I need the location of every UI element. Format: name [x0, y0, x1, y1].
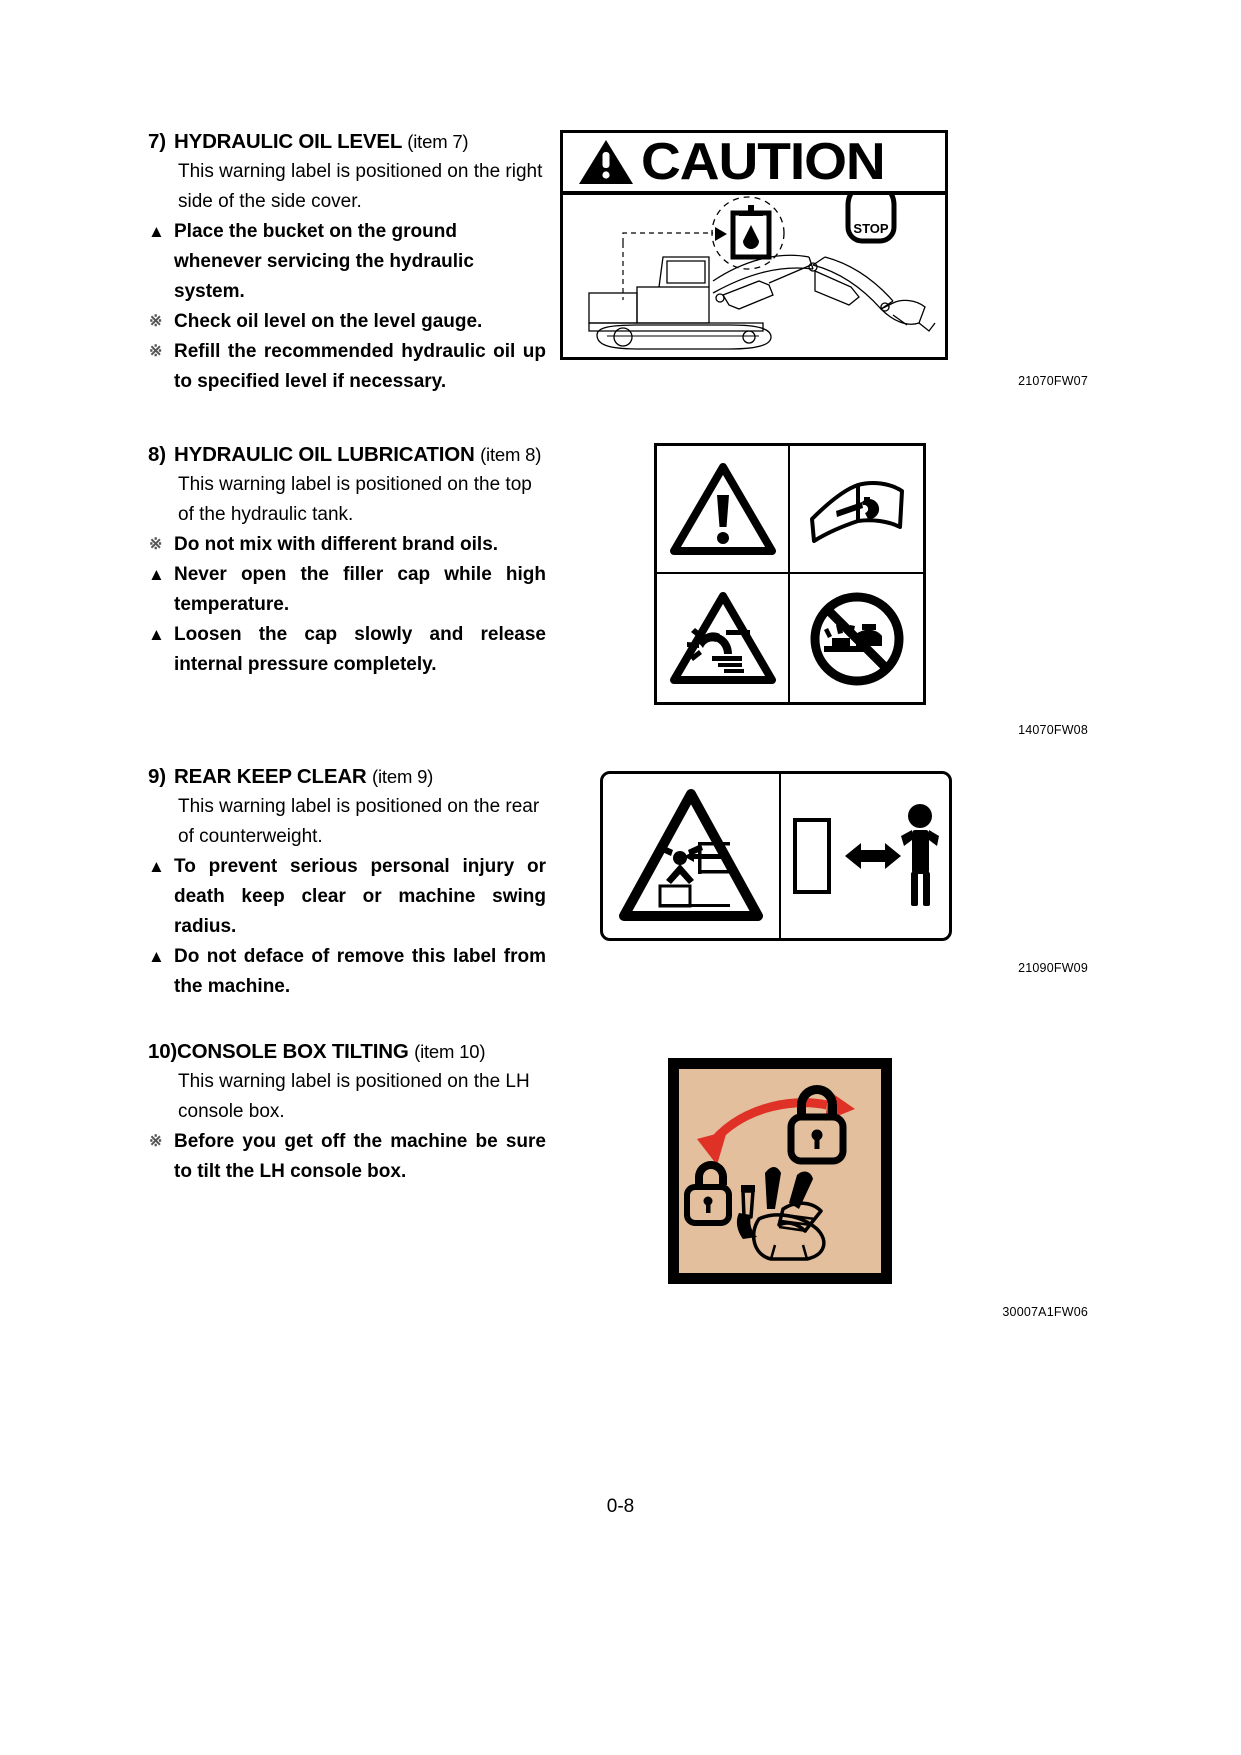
section-figure-column [548, 1040, 1088, 1319]
quadrant-manual [790, 446, 923, 574]
section-text-column [148, 1040, 548, 1187]
quadrant-hot-spray [657, 574, 790, 702]
console-box-tilting-label [668, 1058, 892, 1284]
section-description: This warning label is positioned on the rear of counterweight. [178, 796, 540, 847]
no-open-cap-prohibition-icon [802, 590, 912, 686]
note-asterisk-icon: ※ [149, 343, 163, 360]
bullet-text: To prevent serious personal injury or death keep clear or machine swing radius. [174, 856, 546, 937]
section-item-ref: (item 10) [414, 1041, 486, 1062]
section-text-column [148, 130, 548, 397]
open-manual-wrench-icon [802, 461, 912, 557]
lock-open-icon [687, 1161, 729, 1223]
quadrant-prohibited [790, 574, 923, 702]
bullet-text: Do not deface of remove this label from the machine. [174, 946, 546, 997]
bullet-text: Do not mix with different brand oils. [174, 534, 499, 555]
caution-warning-label [560, 130, 948, 360]
section-number: 10) [148, 1040, 178, 1063]
section-console-box-tilting [148, 1040, 1088, 1319]
bullet-text: Check oil level on the level gauge. [174, 311, 483, 332]
section-title: HYDRAULIC OIL LEVEL [174, 130, 402, 153]
note-asterisk-icon: ※ [149, 536, 163, 553]
bullet-item [148, 1127, 546, 1187]
label-part-code: 21070FW07 [1018, 374, 1088, 388]
bullet-item [148, 852, 546, 942]
hot-fluid-spray-hand-triangle-icon [668, 590, 778, 686]
bullet-text: Never open the filler cap while high temperature. [174, 564, 546, 615]
section-item-ref: (item 9) [372, 766, 434, 787]
section-description: This warning label is positioned on the LH console box. [178, 1071, 530, 1122]
section-item-ref: (item 7) [407, 131, 469, 152]
section-heading [148, 1040, 548, 1064]
section-number: 8) [148, 443, 166, 466]
keep-distance-panel [781, 774, 949, 938]
warning-exclamation-triangle-icon [668, 461, 778, 557]
bullet-text: Refill the recommended hydraulic oil up to specified level if necessary. [174, 341, 546, 392]
section-figure-column [548, 765, 1088, 975]
section-hydraulic-oil-lubrication [148, 443, 1088, 737]
warning-triangle-icon: ▲ [148, 857, 165, 876]
bullet-text: Before you get off the machine be sure to tilt the LH console box. [174, 1131, 546, 1182]
section-heading [148, 765, 548, 789]
stop-text: STOP [853, 221, 889, 236]
label-part-code: 21090FW09 [1018, 961, 1088, 975]
label-part-code: 14070FW08 [1018, 723, 1088, 737]
warning-triangle-icon: ▲ [148, 947, 165, 966]
label-part-code: 30007A1FW06 [1002, 1305, 1088, 1319]
crush-hazard-triangle-icon [616, 786, 766, 926]
section-figure-column [548, 443, 1088, 737]
section-rear-keep-clear [148, 765, 1088, 1002]
section-heading [148, 130, 548, 154]
console-tilt-diagram-icon [679, 1069, 881, 1273]
note-asterisk-icon: ※ [149, 313, 163, 330]
keep-distance-person-icon [781, 786, 949, 926]
section-text-column [148, 765, 548, 1002]
bullet-item [148, 217, 546, 307]
section-hydraulic-oil-level [148, 130, 1088, 397]
section-description: This warning label is positioned on the right side of the side cover. [178, 161, 543, 212]
console-lever-icon [737, 1167, 824, 1259]
rear-keep-clear-label [600, 771, 952, 941]
bullet-item [148, 337, 546, 397]
warning-triangle-icon: ▲ [148, 625, 165, 644]
excavator-diagram-icon [563, 195, 945, 355]
warning-triangle-icon: ▲ [148, 565, 165, 584]
bullet-item [148, 307, 546, 337]
section-item-ref: (item 8) [480, 444, 542, 465]
quadrant-warning [657, 446, 790, 574]
bullet-item [148, 560, 546, 620]
bullet-item [148, 620, 546, 680]
section-number: 9) [148, 765, 166, 788]
section-title: REAR KEEP CLEAR [174, 765, 367, 788]
section-title: CONSOLE BOX TILTING [177, 1040, 409, 1063]
bullet-text: Place the bucket on the ground whenever servicing the hydraulic system. [174, 221, 474, 302]
warning-triangle-icon: ▲ [148, 222, 165, 241]
section-text-column [148, 443, 548, 680]
note-asterisk-icon: ※ [149, 1133, 163, 1150]
section-figure-column [548, 130, 1088, 388]
section-heading [148, 443, 548, 467]
hydraulic-lubrication-label [654, 443, 926, 705]
section-title: HYDRAULIC OIL LUBRICATION [174, 443, 475, 466]
bullet-text: Loosen the cap slowly and release internal pressure completely. [174, 624, 546, 675]
section-description: This warning label is positioned on the top of the hydraulic tank. [178, 474, 532, 525]
section-number: 7) [148, 130, 166, 153]
caution-banner [563, 133, 945, 195]
caution-text: CAUTION [641, 133, 885, 191]
bullet-item [148, 530, 546, 560]
excavator-illustration [563, 195, 945, 355]
bullet-item [148, 942, 546, 1002]
warning-triangle-icon [577, 138, 635, 186]
keep-clear-hazard-panel [603, 774, 781, 938]
page-number: 0-8 [606, 1496, 635, 1517]
